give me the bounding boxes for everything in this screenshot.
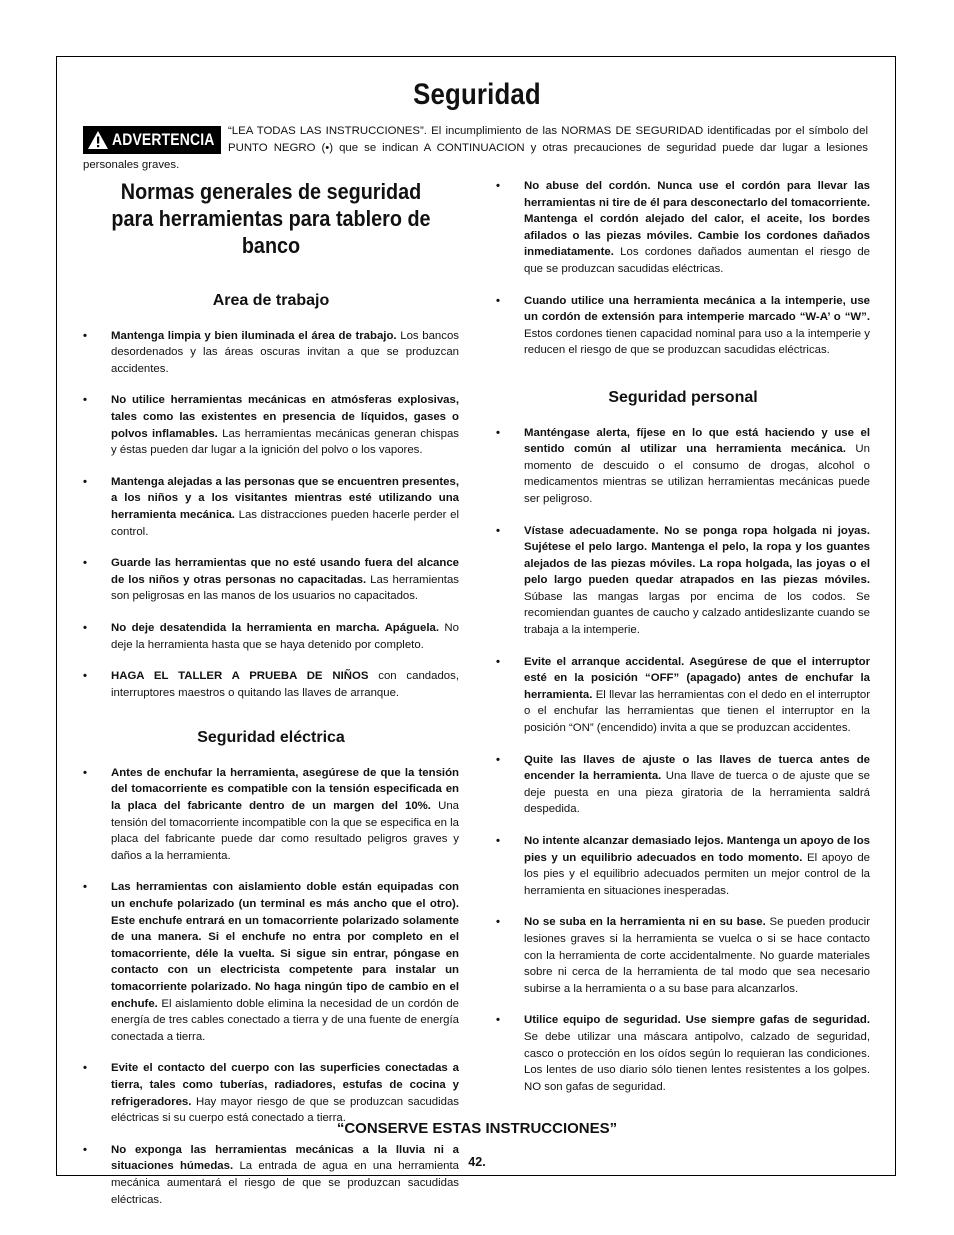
warning-intro xyxy=(83,123,868,174)
page-title: Seguridad xyxy=(413,78,541,111)
page-number: 42. xyxy=(468,1155,486,1169)
list-item: • Mantenga alejadas a las personas que se encuentren presentes, a los niños y a los visitantes mientras esté utilizando una herramienta mecánica. Las distracciones pueden hacerle perder el control. xyxy=(83,475,459,538)
list-item: • No intente alcanzar demasiado lejos. Mantenga un apoyo de los pies y un equilibrio adecuados en todo momento. El apoyo de los pies y el equilibrio adecuados permiten un mejor control de la herramienta en situaciones inesperadas. xyxy=(496,835,871,897)
warning-intro-text: “LEA TODAS LAS INSTRUCCIONES”. El incumplimiento de las NORMAS DE SEGURIDAD identificadas por el símbolo del PUNTO NEGRO (•) que se indican A CONTINUACION y otras precauciones de seguridad puede dar lugar a lesiones personales graves. xyxy=(83,125,868,171)
general-rules-heading: Normas generales de seguridad para herramientas para tablero de banco xyxy=(111,179,431,258)
list-item: • Guarde las herramientas que no esté usando fuera del alcance de los niños y otras personas no capacitadas. Las herramientas son peligrosas en las manos de los usuarios no capacitados. xyxy=(83,557,459,603)
save-instructions-text: “CONSERVE ESTAS INSTRUCCIONES” xyxy=(336,1120,618,1137)
list-item: • Cuando utilice una herramienta mecánica a la intemperie, use un cordón de extensión para intemperie marcado “W-A’ o “W”. Estos cordones tienen capacidad nominal para uso a la intemperie y reducen el riesgo de que se produzcan sacudidas eléctricas. xyxy=(496,294,870,357)
list-item: • Utilice equipo de seguridad. Use siempre gafas de seguridad. Se debe utilizar una máscara antipolvo, calzado de seguridad, casco o protección en los oídos según lo requieran las condiciones. Los lentes de uso diario sólo tienen lentes resistentes a los golpes. NO son gafas de seguridad. xyxy=(496,1014,870,1093)
list-item: • HAGA EL TALLER A PRUEBA DE NIÑOS con candados, interruptores maestros o quitando las llaves de arranque. xyxy=(83,670,459,699)
left-column xyxy=(83,178,459,1223)
electrical-safety-list xyxy=(83,765,459,1208)
list-item: • Vístase adecuadamente. No se ponga ropa holgada ni joyas. Sujétese el pelo largo. Mantenga el pelo, la ropa y los guantes alejados de las piezas móviles. La ropa holgada, las joyas o el pelo largo pueden quedar atrapados en las piezas móviles. Súbase las mangas largas por encima de los codos. Se recomiendan guantes de caucho y calzado antideslizante cuando se trabaja a la intemperie. xyxy=(496,524,870,637)
list-item: • No abuse del cordón. Nunca use el cordón para llevar las herramientas ni tire de él para desconectarlo del tomacorriente. Mantenga el cordón alejado del calor, el aceite, los bordes afilados o las piezas móviles. Cambie los cordones dañados inmediatamente. Los cordones dañados aumentan el riesgo de que se produzcan sacudidas eléctricas. xyxy=(496,180,870,275)
list-item: • Quite las llaves de ajuste o las llaves de tuerca antes de encender la herramienta. Una llave de tuerca o de ajuste que se deje puesta en una pieza giratoria de la herramienta saldrá despedida. xyxy=(496,753,870,816)
list-item: • No utilice herramientas mecánicas en atmósferas explosivas, tales como las existentes en presencia de líquidos, gases o polvos inflamables. Las herramientas mecánicas generan chispas y éstas pueden dar lugar a la ignición del polvo o los vapores. xyxy=(83,394,459,457)
work-area-list xyxy=(83,328,459,702)
list-item: • Mantenga limpia y bien iluminada el área de trabajo. Los bancos desordenados y las áreas oscuras invitan a que se produzcan accidentes. xyxy=(83,329,459,375)
list-item: • No se suba en la herramienta ni en su base. Se pueden producir lesiones graves si la herramienta se vuelca o si se hace contacto con la herramienta de corte accidentalmente. No guarde materiales sobre ni cerca de la herramienta de tal modo que sea necesario subirse a la herramienta o a su base para alcanzarlos. xyxy=(496,916,870,995)
warning-badge-label: ADVERTENCIA xyxy=(112,130,215,149)
electrical-safety-heading: Seguridad eléctrica xyxy=(197,729,345,747)
right-column xyxy=(496,178,870,1110)
list-item: • No exponga las herramientas mecánicas a la lluvia ni a situaciones húmedas. La entrada de agua en una herramienta mecánica aumentará el riesgo de que se produzcan sacudidas eléctricas. xyxy=(83,1143,459,1206)
cord-safety-list xyxy=(496,178,870,359)
list-item: • Las herramientas con aislamiento doble están equipadas con un enchufe polarizado (un terminal es más ancho que el otro). Este enchufe entrará en un tomacorriente polarizado solamente de una manera. Si el enchufe no entra por completo en el tomacorriente, déle la vuelta. Si sigue sin entrar, póngase en contacto con un electricista competente para instalar un tomacorriente polarizado. No haga ningún tipo de cambio en el enchufe. El aislamiento doble elimina la necesidad de un cordón de energía de tres cables conectado a tierra y de una fuente de energía conectada a tierra. xyxy=(83,881,459,1043)
list-item: • Antes de enchufar la herramienta, asegúrese de que la tensión del tomacorriente es compatible con la tensión especificada en la placa del fabricante dentro de un margen del 10%. Una tensión del tomacorriente incompatible con la que se especifica en la placa del fabricante puede dar como resultado peligros graves y daños a la herramienta. xyxy=(83,766,460,862)
list-item: • Evite el contacto del cuerpo con las superficies conectadas a tierra, tales como tuberías, radiadores, estufas de cocina y refrigeradores. Hay mayor riesgo de que se produzcan sacudidas eléctricas si su cuerpo está conectado a tierra. xyxy=(83,1062,459,1125)
list-item: • Manténgase alerta, fíjese en lo que está haciendo y use el sentido común al utilizar una herramienta mecánica. Un momento de descuido o el consumo de drogas, alcohol o medicamentos mientras se utilizan herramientas mecánicas puede ser peligroso. xyxy=(496,426,870,505)
work-area-heading: Area de trabajo xyxy=(212,292,330,309)
personal-safety-heading: Seguridad personal xyxy=(608,388,758,406)
personal-safety-list xyxy=(496,425,870,1096)
list-item: • No deje desatendida la herramienta en marcha. Apáguela. No deje la herramienta hasta que se haya detenido por completo. xyxy=(83,621,459,651)
list-item: • Evite el arranque accidental. Asegúrese de que el interruptor esté en la posición “OFF” (apagado) antes de enchufar la herramienta. El llevar las herramientas con el dedo en el interruptor o el enchufar las herramientas que tienen el interruptor en la posición “ON” (encendido) invita a que se produzcan accidentes. xyxy=(496,655,870,735)
